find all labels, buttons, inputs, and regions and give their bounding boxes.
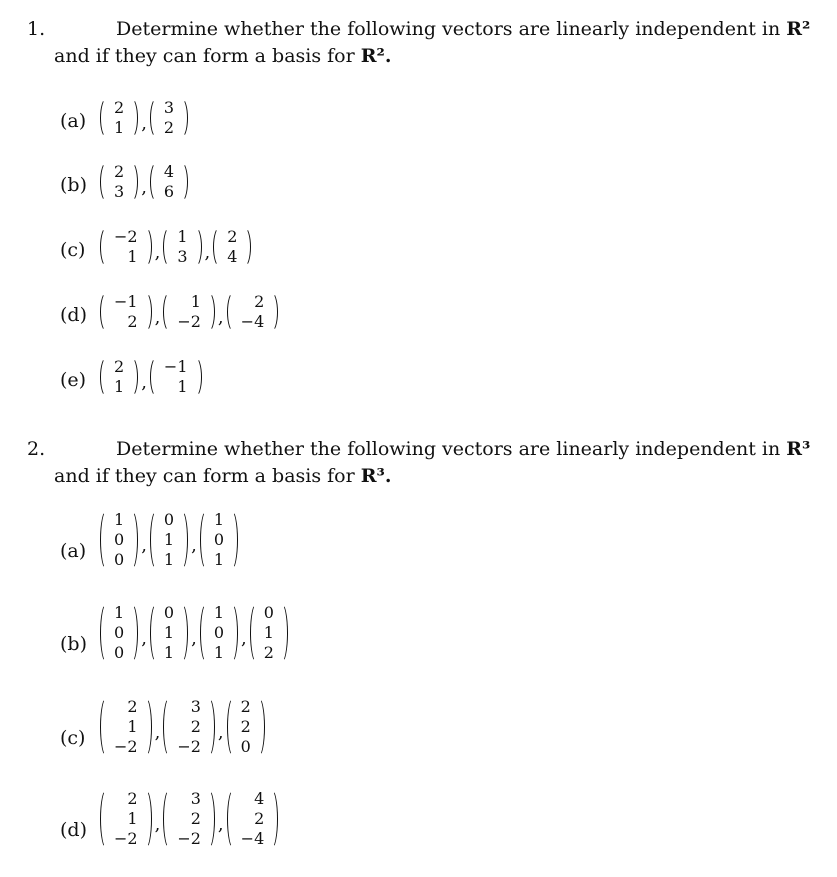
right-paren: [228, 510, 238, 570]
left-paren: [163, 292, 173, 332]
comma-separator: ,: [217, 721, 224, 743]
comma-separator: ,: [141, 112, 147, 134]
vector-entry: −2: [114, 829, 138, 848]
vector-entry: 0: [263, 603, 274, 622]
left-paren: [163, 697, 173, 757]
right-paren: [205, 697, 215, 757]
column-vector: [100, 292, 152, 332]
vector-entry: 0: [213, 623, 225, 642]
right-paren: [128, 98, 138, 138]
vector-entry: −2: [114, 737, 138, 756]
vector-entry: 4: [227, 247, 238, 266]
left-paren: [227, 292, 237, 332]
vector-entry: 2: [240, 697, 251, 716]
left-paren: [150, 357, 160, 397]
vector-entry: 2: [240, 717, 251, 736]
vector-list: [100, 697, 265, 757]
left-paren: [100, 510, 110, 570]
column-vector: [163, 789, 215, 849]
right-paren: [178, 510, 188, 570]
right-paren: [241, 227, 251, 267]
vector-list: [100, 162, 188, 202]
vector-entry: 3: [177, 247, 188, 266]
subproblem-label: (a): [60, 540, 87, 562]
vector-list: [100, 227, 251, 267]
right-paren: [228, 603, 238, 663]
vector-entry: −1: [163, 357, 188, 376]
vector-entry: 1: [127, 717, 138, 736]
vector-entries: [110, 789, 142, 849]
vector-entry: 2: [114, 98, 125, 117]
vector-entries: [110, 697, 142, 757]
vector-entry: 1: [114, 510, 125, 529]
problem-statement-line2: [54, 465, 391, 487]
vector-entry: −2: [114, 227, 138, 246]
vector-entry: 0: [114, 643, 125, 662]
right-paren: [128, 603, 138, 663]
vector-entry: 1: [163, 550, 175, 569]
right-paren: [128, 357, 138, 397]
vector-entry: 0: [163, 603, 175, 622]
vector-entry: 1: [213, 510, 225, 529]
comma-separator: ,: [217, 306, 224, 328]
statement-text: and if they can form a basis for: [54, 465, 355, 487]
left-paren: [100, 227, 110, 267]
comma-separator: ,: [154, 721, 161, 743]
left-paren: [163, 789, 173, 849]
column-vector: [200, 603, 238, 663]
vector-entries: [237, 292, 269, 332]
vector-entries: [110, 227, 142, 267]
column-vector: [163, 697, 215, 757]
vector-space-symbol: R³.: [360, 465, 392, 487]
right-paren: [128, 162, 138, 202]
vector-entry: 2: [263, 643, 274, 662]
left-paren: [150, 603, 160, 663]
left-paren: [227, 697, 237, 757]
left-paren: [150, 510, 160, 570]
vector-entries: [237, 789, 269, 849]
left-paren: [163, 227, 173, 267]
vector-entry: 1: [114, 118, 125, 137]
vector-entry: 1: [177, 377, 188, 396]
column-vector: [227, 292, 279, 332]
column-vector: [227, 789, 279, 849]
vector-entries: [173, 789, 205, 849]
comma-separator: ,: [154, 813, 161, 835]
vector-entry: −4: [240, 312, 265, 331]
comma-separator: ,: [154, 241, 161, 263]
comma-separator: ,: [141, 176, 147, 198]
statement-text: Determine whether the following vectors are linearly independent in: [116, 18, 781, 40]
column-vector: [150, 603, 188, 663]
vector-entry: 2: [127, 312, 138, 331]
vector-list: [100, 357, 202, 397]
vector-entry: −4: [240, 829, 265, 848]
subproblem-label: (c): [60, 727, 86, 749]
vector-list: [100, 510, 238, 570]
left-paren: [100, 789, 110, 849]
right-paren: [142, 789, 152, 849]
right-paren: [142, 697, 152, 757]
right-paren: [142, 227, 152, 267]
vector-list: [100, 603, 288, 663]
vector-entry: 2: [163, 118, 175, 137]
left-paren: [250, 603, 260, 663]
comma-separator: ,: [191, 627, 197, 649]
left-paren: [100, 162, 110, 202]
subproblem-label: (d): [60, 304, 87, 326]
vector-entry: 1: [263, 623, 274, 642]
vector-entry: 1: [163, 530, 175, 549]
vector-entry: 6: [163, 182, 175, 201]
comma-separator: ,: [141, 627, 147, 649]
problem-number: 2.: [27, 438, 46, 460]
left-paren: [100, 603, 110, 663]
vector-entries: [173, 697, 205, 757]
subproblem-label: (a): [60, 110, 87, 132]
right-paren: [278, 603, 288, 663]
column-vector: [100, 162, 138, 202]
left-paren: [100, 98, 110, 138]
vector-entry: 1: [127, 247, 138, 266]
vector-entry: 0: [163, 510, 175, 529]
right-paren: [128, 510, 138, 570]
column-vector: [100, 510, 138, 570]
column-vector: [100, 98, 138, 138]
vector-entry: 0: [240, 737, 251, 756]
vector-list: [100, 789, 278, 849]
column-vector: [150, 162, 188, 202]
left-paren: [200, 510, 210, 570]
right-paren: [268, 292, 278, 332]
subproblem-label: (c): [60, 239, 86, 261]
column-vector: [200, 510, 238, 570]
left-paren: [100, 292, 110, 332]
right-paren: [178, 603, 188, 663]
vector-entry: 3: [163, 98, 175, 117]
vector-space-symbol: R³: [786, 438, 811, 460]
right-paren: [192, 357, 202, 397]
right-paren: [178, 162, 188, 202]
right-paren: [205, 292, 215, 332]
subproblem-label: (d): [60, 819, 87, 841]
right-paren: [178, 98, 188, 138]
right-paren: [205, 789, 215, 849]
comma-separator: ,: [217, 813, 224, 835]
vector-entries: [173, 292, 205, 332]
column-vector: [100, 227, 152, 267]
vector-entry: 2: [127, 697, 138, 716]
problem-statement-line2: [54, 45, 391, 67]
vector-entry: 1: [213, 603, 225, 622]
left-paren: [227, 789, 237, 849]
vector-entry: −1: [114, 292, 138, 311]
vector-entry: 2: [254, 292, 265, 311]
vector-entry: 2: [114, 357, 125, 376]
column-vector: [100, 603, 138, 663]
vector-entry: 2: [254, 809, 265, 828]
column-vector: [227, 697, 265, 757]
left-paren: [200, 603, 210, 663]
vector-space-symbol: R²: [786, 18, 811, 40]
vector-entry: −2: [177, 737, 201, 756]
column-vector: [150, 98, 188, 138]
vector-entry: 1: [177, 227, 188, 246]
vector-entry: 1: [163, 623, 175, 642]
column-vector: [163, 227, 201, 267]
vector-entry: 2: [127, 789, 138, 808]
vector-list: [100, 292, 278, 332]
vector-entry: 0: [114, 530, 125, 549]
left-paren: [150, 98, 160, 138]
subproblem-label: (e): [60, 369, 87, 391]
right-paren: [192, 227, 202, 267]
vector-entry: 4: [254, 789, 265, 808]
comma-separator: ,: [191, 534, 197, 556]
vector-entry: 1: [213, 643, 225, 662]
subproblem-label: (b): [60, 633, 87, 655]
comma-separator: ,: [204, 241, 211, 263]
column-vector: [150, 357, 202, 397]
statement-text: Determine whether the following vectors are linearly independent in: [116, 438, 781, 460]
vector-entry: 3: [190, 697, 201, 716]
column-vector: [150, 510, 188, 570]
vector-entry: 2: [190, 809, 201, 828]
column-vector: [100, 357, 138, 397]
column-vector: [100, 789, 152, 849]
problem-statement-line1: [116, 438, 810, 460]
vector-entry: 0: [114, 623, 125, 642]
vector-space-symbol: R².: [360, 45, 392, 67]
comma-separator: ,: [241, 627, 247, 649]
left-paren: [150, 162, 160, 202]
vector-entry: 1: [190, 292, 201, 311]
right-paren: [268, 789, 278, 849]
vector-entry: 2: [190, 717, 201, 736]
vector-entry: 1: [213, 550, 225, 569]
column-vector: [163, 292, 215, 332]
column-vector: [100, 697, 152, 757]
comma-separator: ,: [141, 371, 147, 393]
vector-entry: 1: [114, 377, 125, 396]
statement-text: and if they can form a basis for: [54, 45, 355, 67]
vector-entry: 0: [213, 530, 225, 549]
vector-entry: 1: [114, 603, 125, 622]
comma-separator: ,: [141, 534, 147, 556]
left-paren: [100, 357, 110, 397]
vector-entry: 2: [227, 227, 238, 246]
vector-entry: 1: [127, 809, 138, 828]
left-paren: [213, 227, 223, 267]
vector-entry: −2: [177, 312, 201, 331]
problem-statement-line1: [116, 18, 810, 40]
right-paren: [142, 292, 152, 332]
column-vector: [213, 227, 251, 267]
vector-entries: [160, 357, 192, 397]
right-paren: [255, 697, 265, 757]
comma-separator: ,: [154, 306, 161, 328]
vector-entry: 4: [163, 162, 175, 181]
vector-entry: 2: [114, 162, 125, 181]
column-vector: [250, 603, 288, 663]
vector-entry: 1: [163, 643, 175, 662]
vector-entries: [110, 292, 142, 332]
vector-list: [100, 98, 188, 138]
vector-entry: −2: [177, 829, 201, 848]
subproblem-label: (b): [60, 174, 87, 196]
vector-entry: 3: [114, 182, 125, 201]
vector-entry: 3: [190, 789, 201, 808]
problem-number: 1.: [27, 18, 46, 40]
vector-entry: 0: [114, 550, 125, 569]
left-paren: [100, 697, 110, 757]
